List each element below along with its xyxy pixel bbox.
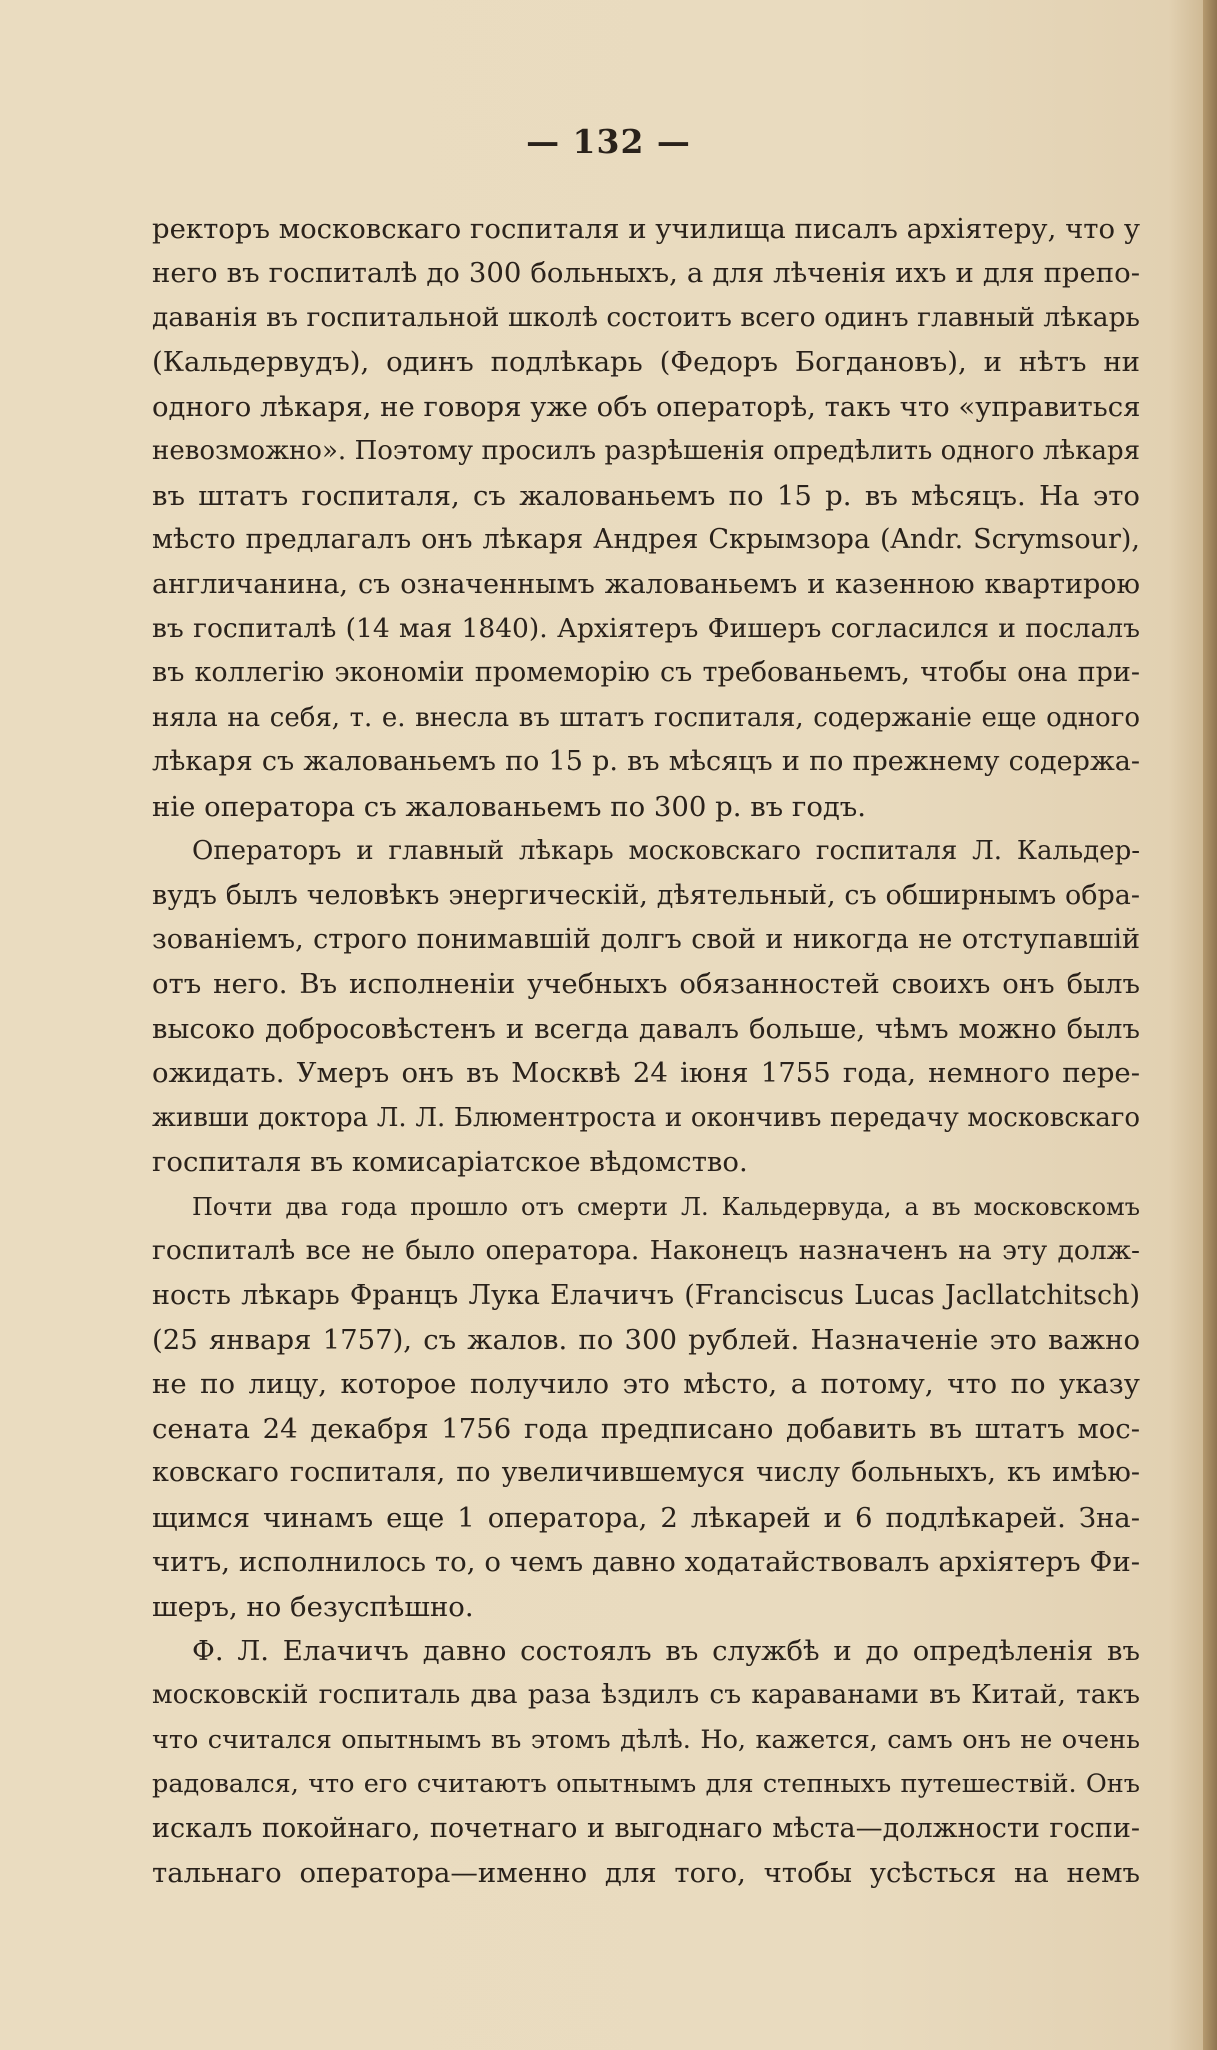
- text-line: ніе оператора съ жалованьемъ по 300 р. въ годъ.: [152, 790, 867, 823]
- text-line: мѣсто предлагалъ онъ лѣкаря Андрея Скрымзора (Andr. Scrymsour),: [152, 524, 1140, 556]
- text-line: ректоръ московскаго госпиталя и училища писалъ архіятеру, что у: [152, 213, 1140, 245]
- text-line: него въ госпиталѣ до 300 больныхъ, а для лѣченія ихъ и для препо-: [152, 257, 1140, 290]
- text-line: что считался опытнымъ въ этомъ дѣлѣ. Но, кажется, самъ онъ не очень: [152, 1724, 1140, 1755]
- text-line: отъ него. Въ исполненіи учебныхъ обязанностей своихъ онъ былъ: [152, 968, 1140, 1001]
- text-line: Ф. Л. Елачичъ давно состоялъ въ службѣ и до опредѣленія въ: [192, 1635, 1140, 1667]
- text-line: сената 24 декабря 1756 года предписано добавить въ штатъ мос-: [152, 1412, 1140, 1445]
- text-line: въ госпиталѣ (14 мая 1840). Архіятеръ Фишеръ согласился и послалъ: [152, 612, 1140, 644]
- text-line: (Кальдервудъ), одинъ подлѣкарь (Федоръ Богдановъ), и нѣтъ ни: [152, 346, 1140, 379]
- body-text: [152, 207, 1140, 1896]
- text-line: въ штатъ госпиталя, съ жалованьемъ по 15 р. въ мѣсяцъ. На это: [152, 479, 1140, 512]
- text-line: живши доктора Л. Л. Блюментроста и окончивъ передачу московскаго: [152, 1102, 1140, 1133]
- text-line: госпиталя въ комисаріатское вѣдомство.: [152, 1146, 748, 1179]
- text-line: не по лицу, которое получило это мѣсто, а потому, что по указу: [152, 1368, 1140, 1401]
- text-line: щимся чинамъ еще 1 оператора, 2 лѣкарей и 6 подлѣкарей. Зна-: [152, 1501, 1140, 1534]
- text-line: тальнаго оператора—именно для того, чтобы усѣсться на немъ: [152, 1857, 1140, 1890]
- text-line: читъ, исполнилось то, о чемъ давно ходатайствовалъ архіятеръ Фи-: [152, 1546, 1140, 1579]
- text-line: невозможно». Поэтому просилъ разрѣшенія опредѣлить одного лѣкаря: [152, 436, 1140, 467]
- text-line: московскій госпиталь два раза ѣздилъ съ караванами въ Китай, такъ: [152, 1679, 1140, 1711]
- text-line: госпиталѣ все не было оператора. Наконецъ назначенъ на эту долж-: [152, 1235, 1140, 1267]
- text-line: даванія въ госпитальной школѣ состоитъ всего одинъ главный лѣкарь: [152, 301, 1140, 333]
- text-line: ожидать. Умеръ онъ въ Москвѣ 24 іюня 1755 года, немного пере-: [152, 1057, 1140, 1090]
- text-line: англичанина, съ означеннымъ жалованьемъ и казенною квартирою: [152, 568, 1140, 600]
- text-line: вудъ былъ человѣкъ энергическій, дѣятельный, съ обширнымъ обра-: [152, 879, 1140, 911]
- text-line: одного лѣкаря, не говоря уже объ операторѣ, такъ что «управиться: [152, 390, 1141, 423]
- text-line: высоко добросовѣстенъ и всегда давалъ больше, чѣмъ можно былъ: [152, 1012, 1140, 1045]
- text-line: няла на себя, т. е. внесла въ штатъ госпиталя, содержаніе еще одного: [152, 702, 1140, 733]
- text-line: (25 января 1757), съ жалов. по 300 рублей. Назначеніе это важно: [152, 1323, 1140, 1356]
- text-line: искалъ покойнаго, почетнаго и выгоднаго мѣста—должности госпи-: [152, 1812, 1140, 1844]
- text-line: радовался, что его считаютъ опытнымъ для степныхъ путешествій. Онъ: [152, 1769, 1140, 1800]
- text-line: зованіемъ, строго понимавшій долгъ свой и никогда не отступавшій: [152, 924, 1140, 955]
- text-line: ковскаго госпиталя, по увеличившемуся числу больныхъ, къ имѣю-: [152, 1457, 1140, 1489]
- text-line: шеръ, но безуспѣшно.: [152, 1590, 474, 1623]
- text-line: Почти два года прошло отъ смерти Л. Кальдервуда, а въ московскомъ: [192, 1192, 1140, 1221]
- text-line: въ коллегію экономіи промеморію съ требованьемъ, чтобы она при-: [152, 657, 1140, 689]
- text-line: лѣкаря съ жалованьемъ по 15 р. въ мѣсяцъ и по прежнему содержа-: [152, 746, 1140, 778]
- text-line: Операторъ и главный лѣкарь московскаго госпиталя Л. Кальдер-: [192, 836, 1140, 867]
- page-edge: [1203, 0, 1217, 2050]
- text-line: ность лѣкарь Францъ Лука Елачичъ (Franciscus Lucas Jacllatchitsch): [152, 1279, 1140, 1311]
- page-number: — 132 —: [526, 122, 691, 161]
